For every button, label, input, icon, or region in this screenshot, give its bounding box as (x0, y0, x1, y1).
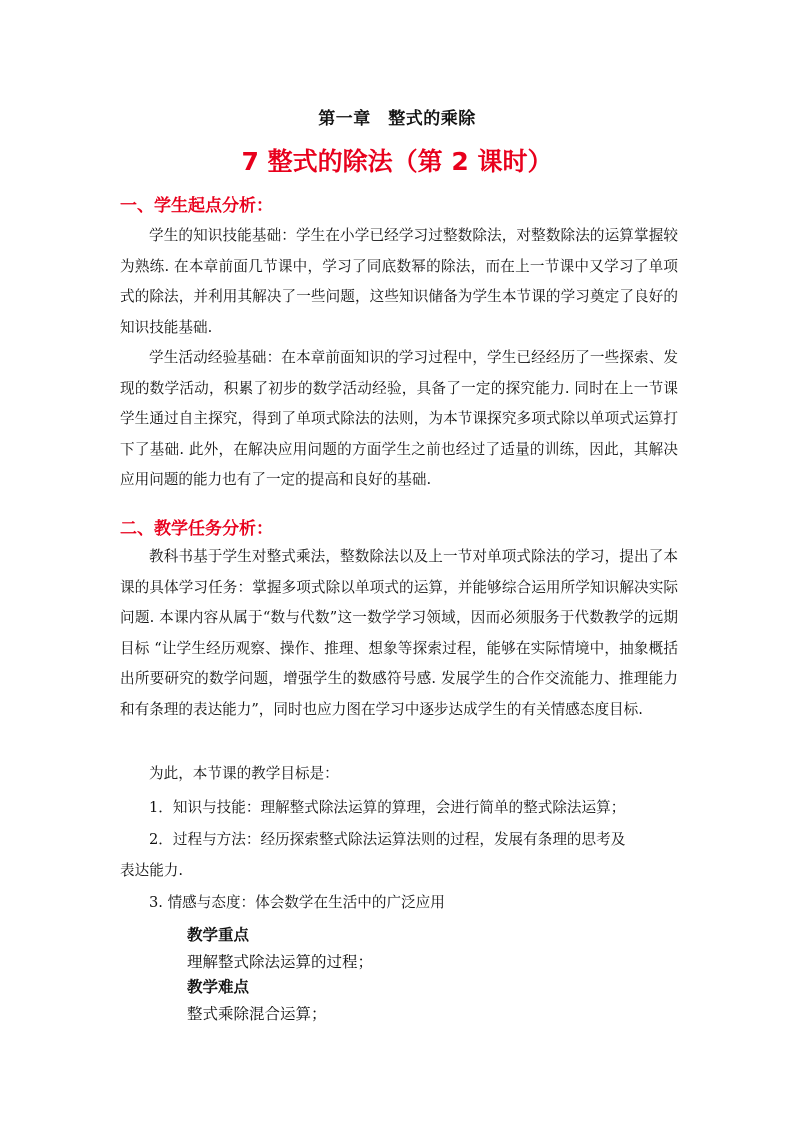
goal-item-process-continued: 表达能力. (120, 862, 184, 879)
section-heading-task-analysis: 二、教学任务分析： (120, 519, 273, 539)
difficult-points-label: 教学难点 (187, 978, 250, 996)
goal-item-emotion: 3. 情感与态度：体会数学在生活中的广泛应用 (149, 894, 445, 911)
goal-item-knowledge: 1．知识与技能：理解整式除法运算的算理，会进行简单的整式除法运算； (149, 799, 626, 816)
chapter-title: 第一章 整式的乘除 (318, 109, 476, 129)
key-points-text: 理解整式除法运算的过程； (187, 953, 374, 971)
key-points-label: 教学重点 (187, 926, 250, 944)
goal-item-process: 2．过程与方法：经历探索整式除法运算法则的过程，发展有条理的思考及 (149, 831, 626, 848)
paragraph-experience-basis: 学生活动经验基础：在本章前面知识的学习过程中，学生已经经历了一些探索、发现的数学活动，积累了初步的数学活动经验，具备了一定的探究能力. 同时在上一节课学生通过自主探究，得到了单项式除法的法则，为本节课探究多项式除以单项式运算打下了基础. 此外，在解决应用问题的方面学生之前也经过了适量的训练，因此，其解决应用问题的能力也有了一定的提高和良好的基础. (120, 349, 678, 488)
difficult-points-text: 整式乘除混合运算； (187, 1005, 327, 1023)
paragraph-knowledge-basis: 学生的知识技能基础：学生在小学已经学习过整数除法，对整数除法的运算掌握较为熟练. 在本章前面几节课中，学习了同底数幂的除法，而在上一节课中又学习了单项式的除法，并利用其解决了一些问题，这些知识储备为学生本节课的学习奠定了良好的知识技能基础. (120, 227, 678, 336)
lesson-title: 7 整式的除法（第 2 课时） (241, 147, 553, 176)
paragraph-task-analysis: 教科书基于学生对整式乘法，整数除法以及上一节对单项式除法的学习，提出了本课的具体学习任务：掌握多项式除以单项式的运算，并能够综合运用所学知识解决实际问题. 本课内容从属于“数与代数”这一数学学习领域，因而必须服务于代数教学的远期目标 “让学生经历观察、操作、推理、想象等探索过程，能够在实际情境中，抽象概括出所要研究的数学问题，增强学生的数感符号感. 发展学生的合作交流能力、推理能力和有条理的表达能力”，同时也应力图在学习中逐步达成学生的有关情感态度目标. (120, 548, 678, 718)
goals-intro: 为此，本节课的教学目标是： (149, 765, 339, 782)
section-heading-student-analysis: 一、学生起点分析： (120, 196, 273, 216)
